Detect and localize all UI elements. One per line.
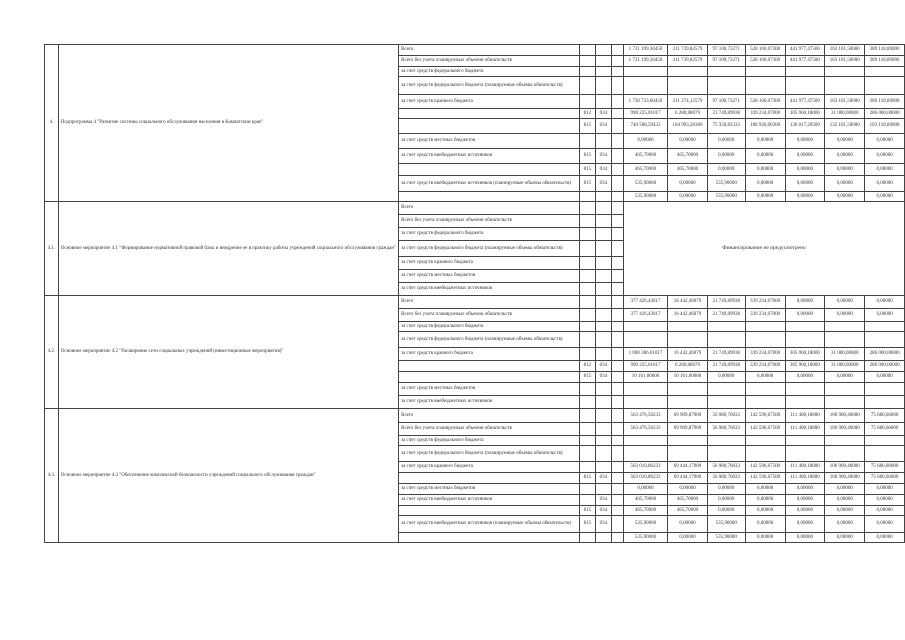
funding-note: Финансирование не предусмотрено: [624, 202, 905, 296]
row-label: за счет средств внебюджетных источников: [399, 495, 580, 506]
budget-table: [44, 44, 905, 543]
row-label: Всего: [399, 296, 580, 309]
row-index: 4.3.: [45, 409, 59, 543]
row-label: Всего без учета планируемых объемов обязательств: [399, 423, 580, 436]
row-label: за счет средств местных бюджетов: [399, 134, 580, 149]
row-index: 4.2.: [45, 296, 59, 409]
row-label: за счет средств внебюджетных источников: [399, 396, 580, 409]
row-label: Всего без учета планируемых объемов обязательств: [399, 56, 580, 67]
row-label: за счет средств внебюджетных источников: [399, 283, 580, 296]
row-label: Всего: [399, 202, 580, 215]
row-index: 4.: [45, 45, 59, 202]
row-label: за счет средств местных бюджетов: [399, 383, 580, 396]
row-label: Всего без учета планируемых объемов обязательств: [399, 215, 580, 228]
row-label: за счет средств внебюджетных источников: [399, 149, 580, 164]
program-title: Основное мероприятие 4.3 "Обеспечение комплексной безопасности учреждений социального обслуживания граждан": [58, 409, 398, 543]
program-title: Основное мероприятие 4.2 "Расширение сети социальных учреждений (инвестиционные мероприятия)": [58, 296, 398, 409]
row-label: Всего: [399, 45, 580, 56]
row-label: за счет средств федерального бюджета (планируемые объемы обязательств): [399, 332, 580, 348]
row-label: за счет средств федерального бюджета: [399, 67, 580, 77]
program-title: Подпрограмма 4 "Развитие системы социального обслуживания населения в Камчатском крае": [58, 45, 398, 202]
row-label: Всего без учета планируемых объемов обязательств: [399, 309, 580, 322]
section-4-2: 4.2. Основное мероприятие 4.2 "Расширение сети социальных учреждений (инвестиционные мероприятия)" Всего 377 426,43017 16 442,46079 21 749,89938 339 234,07000 0,00000 0,00000 0,00000 Всего без учета планируемых объемов обязательств 377 426,43017 16 442,46079 21 749,89938 339 234,07000 0,00000 0,00000 0,00000 за счет средств федерального бюджета за счет средств федерального бюджета (планируемые объемы обязательств) за счет средств краевого бюджета 1 000 386,01017 16 442,46079 21 749,89938 339 234,07000 305 960,18000 31 000,00000 286 000,00000 812 034 990 225,01017 6 280,88079 21 749,89938 339 234,07000 305 960,18000 31 000,00000 286 000,00000 815 034 10 161,00000 10 161,00000 0,00000 0,00000 0,00000 0,00000 0,00000 за счет средств местных бюджетов за счет средств внебюджетных источников: [45, 296, 905, 409]
section-4-3: 4.3. Основное мероприятие 4.3 "Обеспечение комплексной безопасности учреждений социального обслуживания граждан" Всего 563 476,56233 69 909,87900 56 980,76033 142 596,67500 111 408,18800 106 900,40000 75 680,66000 Всего без учета планируемых объемов обязательств 563 476,56233 69 909,87900 56 980,76033 142 596,67500 111 408,18800 106 900,40000 75 680,66000 за счет средств федерального бюджета за счет средств федерального бюджета (планируемые объемы обязательств) за счет средств краевого бюджета 563 010,86233 69 444,17900 56 980,76033 142 596,67500 111 408,18800 106 900,40000 75 680,66000 815 034 563 010,86233 69 444,17900 56 980,76033 142 596,67500 111 408,18800 106 900,40000 75 680,66000 за счет средств местных бюджетов 0,00000 0,00000 0,00000 0,00000 0,00000 0,00000 0,00000 за счет средств внебюджетных источников 034 465,70000 465,70000 0,00000 0,00000 0,00000 0,00000 0,00000 815 034 465,70000 465,70000 0,00000 0,00000 0,00000 0,00000 0,00000 за счет средств внебюджетных источников (планируемые объемы обязательств) 815 034 535,90000 0,00000 535,90000 0,00000 0,00000 0,00000 0,00000 535,90000 0,00000 535,90000 0,00000 0,00000 0,00000 0,00000: [45, 409, 905, 543]
row-label: за счет средств краевого бюджета: [399, 348, 580, 361]
row-label: за счет средств внебюджетных источников (планируемые объемы обязательств): [399, 516, 580, 533]
section-4: 4. Подпрограмма 4 "Развитие системы социального обслуживания населения в Камчатском крае" Всего 1 731 199,30450 311 739,82579 97 100,73271 528 160,07300 441 977,47500 163 101,50000 389 118,89000 Всего без учета планируемых объемов обязательств 1 731 199,30450 311 739,82579 97 100,73271 528 160,07300 441 977,47500 163 101,50000 389 118,89000 за счет средств федерального бюджета за счет средств федерального бюджета (планируемые объемы обязательств) за счет средств краевого бюджета 1 730 733,60450 311 274,12579 97 100,73271 528 160,07300 441 977,47500 163 101,50000 389 118,89000 812 034 990 225,01017 6 280,88079 21 749,89938 339 234,07000 305 960,18000 31 000,00000 286 000,00000 815 034 740 508,59433 104 993,20300 75 350,83333 188 926,00300 136 017,29500 132 101,50000 103 118,89000 за счет средств местных бюджетов 0,00000 0,00000 0,00000 0,00000 0,00000 0,00000 0,00000 за счет средств внебюджетных источников 815 034 465,70000 465,70000 0,00000 0,00000 0,00000 0,00000 0,00000 815 034 465,70000 465,70000 0,00000 0,00000 0,00000 0,00000 0,00000 за счет средств внебюджетных источников (планируемые объемы обязательств) 815 034 535,90000 0,00000 535,90000 0,00000 0,00000 0,00000 0,00000 535,90000 0,00000 535,90000 0,00000 0,00000 0,00000 0,00000: [45, 45, 905, 202]
row-label: Всего: [399, 409, 580, 423]
row-label: за счет средств местных бюджетов: [399, 484, 580, 495]
row-label: за счет средств федерального бюджета (планируемые объемы обязательств): [399, 77, 580, 95]
row-label: за счет средств федерального бюджета: [399, 228, 580, 241]
row-label: за счет средств федерального бюджета (планируемые объемы обязательств): [399, 446, 580, 462]
row-index: 4.1.: [45, 202, 59, 296]
row-label: за счет средств федерального бюджета: [399, 436, 580, 446]
row-label: за счет средств краевого бюджета: [399, 95, 580, 109]
row-label: за счет средств федерального бюджета (планируемые объемы обязательств): [399, 241, 580, 257]
row-label: за счет средств внебюджетных источников (планируемые объемы обязательств): [399, 176, 580, 192]
row-label: за счет средств краевого бюджета: [399, 257, 580, 270]
program-title: Основное мероприятие 4.1 "Формирование нормативной правовой базы и внедрение ее в практику работы учреждений социального обслуживания граждан": [58, 202, 398, 296]
section-4-1: [45, 202, 905, 296]
row-label: за счет средств местных бюджетов: [399, 270, 580, 283]
row-label: за счет средств федерального бюджета: [399, 322, 580, 332]
row-label: за счет средств краевого бюджета: [399, 462, 580, 473]
